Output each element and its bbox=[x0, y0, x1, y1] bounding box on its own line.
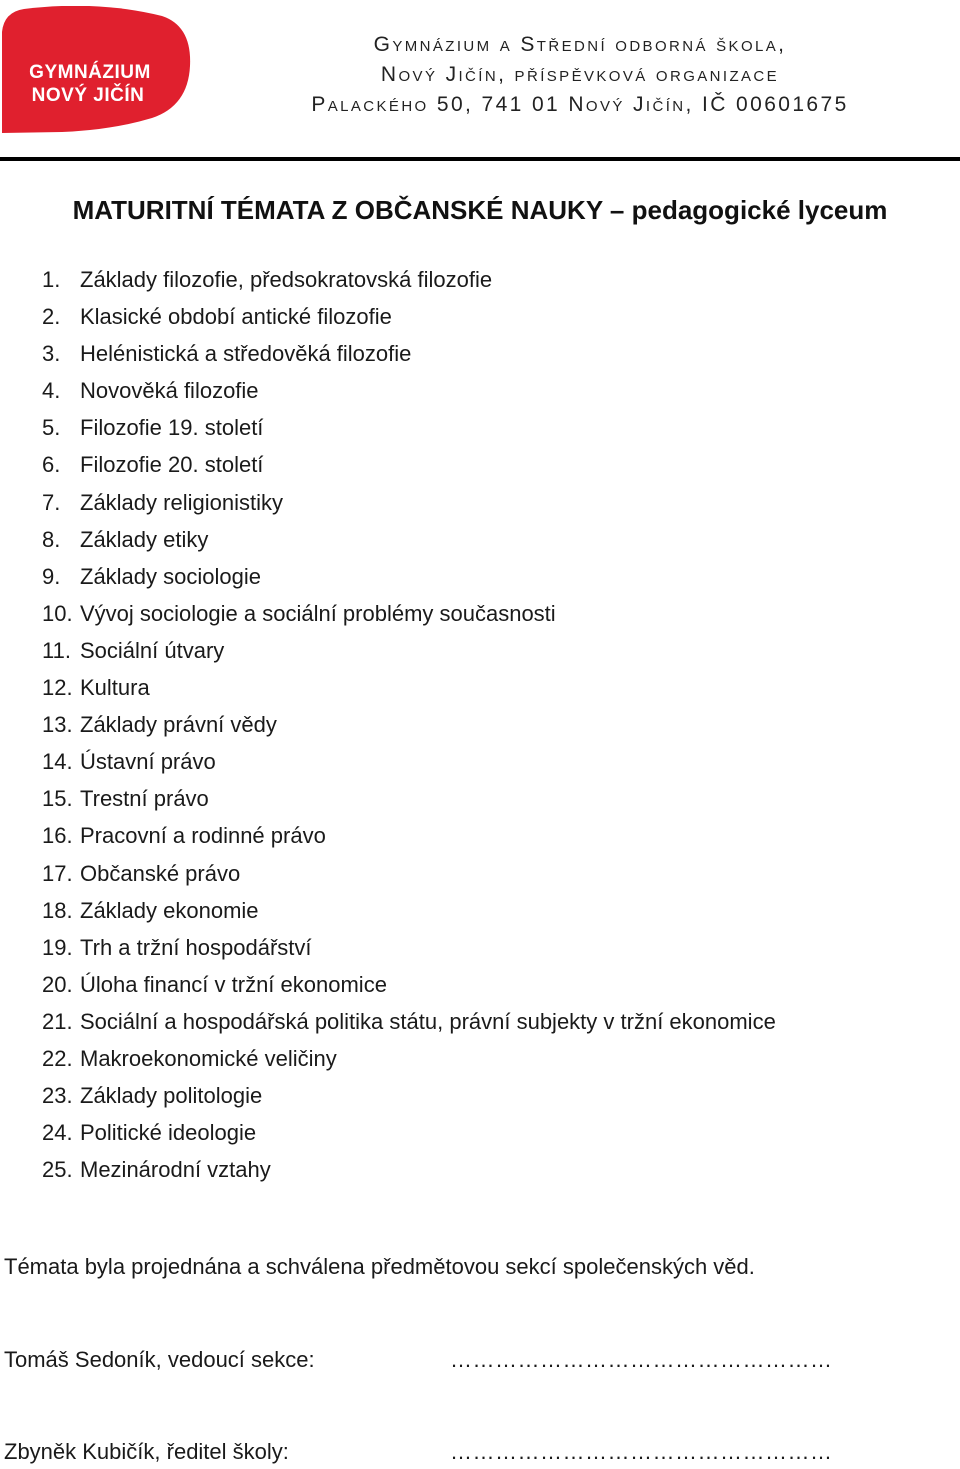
list-item bbox=[42, 1040, 776, 1077]
school-type-line: Nový Jičín, příspěvková organizace bbox=[380, 63, 780, 86]
list-item-number: 15. bbox=[42, 786, 73, 812]
list-item-text: Novověká filozofie bbox=[80, 378, 259, 404]
signature-label: Zbyněk Kubičík, ředitel školy: bbox=[4, 1439, 289, 1464]
list-item-number: 6. bbox=[42, 452, 61, 478]
list-item-number: 20. bbox=[42, 971, 73, 997]
list-item-text: Sociální útvary bbox=[80, 637, 225, 663]
list-item-number: 7. bbox=[42, 489, 61, 515]
school-address-line: Palackého 50, 741 01 Nový Jičín, IČ 00601675 bbox=[311, 93, 849, 116]
list-item-number: 13. bbox=[42, 712, 73, 738]
list-item-text: Filozofie 20. století bbox=[80, 452, 264, 478]
list-item bbox=[42, 372, 776, 409]
list-item-number: 10. bbox=[42, 600, 73, 626]
list-item bbox=[42, 743, 776, 780]
list-item bbox=[42, 632, 776, 669]
list-item-text: Základy sociologie bbox=[80, 563, 261, 589]
list-item bbox=[42, 595, 776, 632]
list-item-number: 24. bbox=[42, 1120, 73, 1146]
signature-label: Tomáš Sedoník, vedoucí sekce: bbox=[4, 1347, 315, 1372]
list-item bbox=[42, 409, 776, 446]
list-item bbox=[42, 261, 776, 298]
logo-line-2: NOVÝ JIČÍN bbox=[31, 85, 145, 106]
list-item-number: 2. bbox=[42, 304, 61, 330]
list-item bbox=[42, 298, 776, 335]
list-item-number: 21. bbox=[42, 1008, 73, 1034]
list-item-number: 4. bbox=[42, 378, 61, 404]
list-item bbox=[42, 780, 776, 817]
list-item-number: 5. bbox=[42, 415, 61, 441]
school-logo-mark bbox=[2, 6, 192, 133]
list-item-text: Trestní právo bbox=[80, 786, 209, 812]
list-item-number: 17. bbox=[42, 860, 73, 886]
list-item-number: 8. bbox=[42, 526, 61, 552]
list-item-text: Trh a tržní hospodářství bbox=[80, 934, 312, 960]
list-item-number: 22. bbox=[42, 1045, 73, 1071]
list-item-number: 9. bbox=[42, 563, 61, 589]
list-item bbox=[42, 966, 776, 1003]
list-item-text: Filozofie 19. století bbox=[80, 415, 264, 441]
topic-list bbox=[42, 261, 776, 1188]
logo-line-1: GYMNÁZIUM bbox=[29, 62, 151, 83]
list-item-number: 25. bbox=[42, 1157, 73, 1183]
list-item-text: Občanské právo bbox=[80, 860, 241, 886]
list-item-text: Makroekonomické veličiny bbox=[80, 1045, 337, 1071]
list-item-text: Základy etiky bbox=[80, 526, 209, 552]
list-item-text: Kultura bbox=[80, 675, 150, 701]
list-item-number: 3. bbox=[42, 341, 61, 367]
list-item-text: Helénistická a středověká filozofie bbox=[80, 341, 412, 367]
list-item bbox=[42, 1003, 776, 1040]
list-item-text: Základy právní vědy bbox=[80, 712, 277, 738]
list-item-text: Základy politologie bbox=[80, 1083, 263, 1109]
list-item-number: 1. bbox=[42, 267, 61, 292]
list-item bbox=[42, 892, 776, 929]
approval-statement: Témata byla projednána a schválena předmětovou sekcí společenských věd. bbox=[4, 1254, 755, 1279]
school-name-line: Gymnázium a Střední odborná škola, bbox=[373, 33, 787, 56]
list-item-text: Pracovní a rodinné právo bbox=[80, 823, 326, 849]
list-item bbox=[42, 1114, 776, 1151]
list-item-number: 19. bbox=[42, 934, 73, 960]
list-item-number: 14. bbox=[42, 749, 73, 775]
list-item-number: 11. bbox=[42, 637, 71, 663]
list-item-text: Úloha financí v tržní ekonomice bbox=[80, 971, 387, 997]
list-item-text: Politické ideologie bbox=[80, 1120, 257, 1146]
school-logo bbox=[2, 6, 192, 133]
list-item-text: Základy filozofie, předsokratovská filozofie bbox=[80, 267, 493, 292]
list-item-number: 23. bbox=[42, 1083, 73, 1109]
list-item bbox=[42, 817, 776, 854]
list-item bbox=[42, 521, 776, 558]
signature-row-section-head bbox=[4, 1343, 944, 1377]
list-item-text: Základy religionistiky bbox=[80, 489, 283, 515]
list-item bbox=[42, 335, 776, 372]
list-item bbox=[42, 706, 776, 743]
list-item bbox=[42, 855, 776, 892]
list-item-number: 16. bbox=[42, 823, 73, 849]
header-divider bbox=[0, 157, 960, 161]
list-item-text: Ústavní právo bbox=[80, 749, 216, 775]
list-item bbox=[42, 446, 776, 483]
list-item bbox=[42, 1151, 776, 1188]
list-item-number: 18. bbox=[42, 897, 73, 923]
signature-line: …………………………………………… bbox=[450, 1439, 833, 1464]
list-item bbox=[42, 1077, 776, 1114]
list-item-number: 12. bbox=[42, 675, 73, 701]
list-item bbox=[42, 929, 776, 966]
list-item-text: Klasické období antické filozofie bbox=[80, 304, 392, 330]
list-item bbox=[42, 484, 776, 521]
school-header bbox=[200, 30, 960, 120]
signature-row-director bbox=[4, 1435, 944, 1469]
list-item bbox=[42, 669, 776, 706]
list-item bbox=[42, 558, 776, 595]
signature-line: …………………………………………… bbox=[450, 1347, 833, 1372]
list-item-text: Sociální a hospodářská politika státu, právní subjekty v tržní ekonomice bbox=[80, 1008, 776, 1034]
list-item-text: Vývoj sociologie a sociální problémy současnosti bbox=[80, 600, 556, 626]
document-title: MATURITNÍ TÉMATA Z OBČANSKÉ NAUKY – pedagogické lyceum bbox=[72, 195, 888, 225]
list-item-text: Mezinárodní vztahy bbox=[80, 1157, 271, 1183]
list-item-text: Základy ekonomie bbox=[80, 897, 259, 923]
